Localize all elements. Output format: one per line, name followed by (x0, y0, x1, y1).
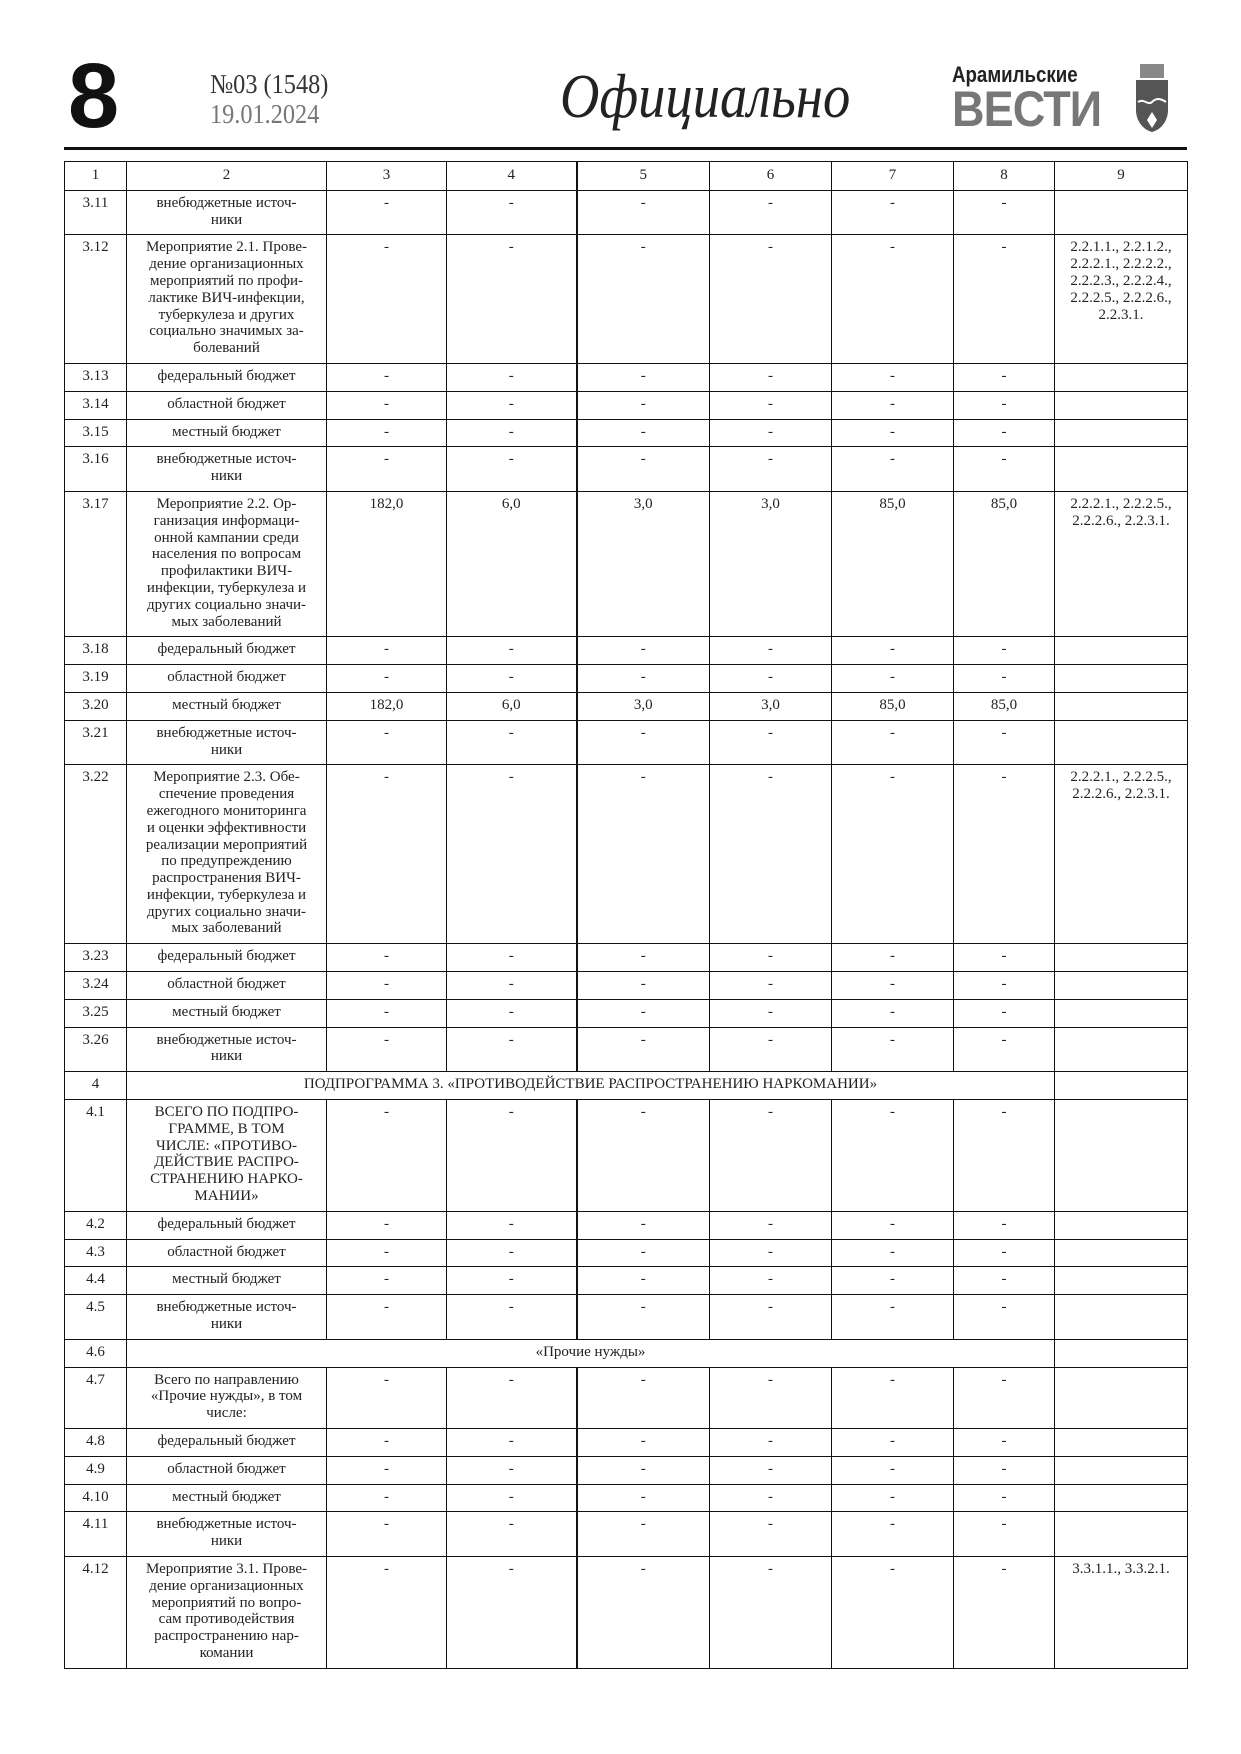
value-cell: - (832, 391, 954, 419)
page-number: 8 (68, 45, 120, 147)
column-number: 2 (127, 162, 327, 191)
table-row (65, 944, 1188, 972)
target-indicators: 2.2.1.1., 2.2.1.2., 2.2.2.1., 2.2.2.2., 2.2.2.3., 2.2.2.4., 2.2.2.5., 2.2.2.6., 2.2.3.1. (1055, 235, 1188, 364)
value-cell: - (447, 363, 577, 391)
table-row (65, 447, 1188, 492)
value-cell: - (447, 972, 577, 1000)
column-number: 9 (1055, 162, 1188, 191)
row-number: 3.14 (65, 391, 127, 419)
value-cell: - (327, 190, 447, 235)
section-title: «Прочие нужды» (127, 1339, 1055, 1367)
row-number: 3.15 (65, 419, 127, 447)
value-cell: - (447, 720, 577, 765)
value-cell: - (577, 447, 710, 492)
value-cell: - (832, 1239, 954, 1267)
value-cell: - (954, 720, 1055, 765)
value-cell: - (327, 1027, 447, 1072)
section-row (65, 1072, 1188, 1100)
target-indicators (1055, 1295, 1188, 1340)
table-row (65, 720, 1188, 765)
value-cell: - (710, 765, 832, 944)
value-cell: - (832, 1027, 954, 1072)
row-description: федеральный бюджет (127, 1211, 327, 1239)
target-indicators: 3.3.1.1., 3.3.2.1. (1055, 1557, 1188, 1669)
section-title: Официально (560, 63, 851, 131)
target-indicators (1055, 1484, 1188, 1512)
value-cell: - (710, 1267, 832, 1295)
value-cell: - (577, 765, 710, 944)
value-cell: - (832, 1484, 954, 1512)
value-cell: - (577, 363, 710, 391)
column-number: 3 (327, 162, 447, 191)
value-cell: - (954, 1100, 1055, 1212)
value-cell: 3,0 (710, 692, 832, 720)
value-cell: - (447, 391, 577, 419)
row-description: внебюджетные источ- ники (127, 190, 327, 235)
target-indicators (1055, 391, 1188, 419)
row-number: 4.6 (65, 1339, 127, 1367)
value-cell: - (710, 1429, 832, 1457)
value-cell: - (447, 1367, 577, 1428)
target-indicators (1055, 972, 1188, 1000)
row-number: 3.17 (65, 491, 127, 636)
row-description: областной бюджет (127, 665, 327, 693)
column-number: 8 (954, 162, 1055, 191)
value-cell: - (710, 391, 832, 419)
table-row (65, 1239, 1188, 1267)
coat-of-arms-icon (1132, 62, 1172, 134)
value-cell: - (327, 944, 447, 972)
value-cell: - (954, 1267, 1055, 1295)
value-cell: - (954, 1484, 1055, 1512)
row-number: 3.20 (65, 692, 127, 720)
value-cell: - (447, 1267, 577, 1295)
value-cell: - (954, 1512, 1055, 1557)
value-cell: - (832, 1100, 954, 1212)
value-cell: - (710, 235, 832, 364)
value-cell: - (447, 190, 577, 235)
target-indicators (1055, 1456, 1188, 1484)
table-row (65, 1557, 1188, 1669)
value-cell: - (447, 1239, 577, 1267)
value-cell: - (577, 1456, 710, 1484)
row-number: 3.22 (65, 765, 127, 944)
row-description: Мероприятие 2.1. Прове- дение организационных мероприятий по профи- лактике ВИЧ-инфекции, туберкулеза и других социально значимых за- болеваний (127, 235, 327, 364)
value-cell: - (954, 1429, 1055, 1457)
value-cell: - (327, 1484, 447, 1512)
value-cell: 6,0 (447, 491, 577, 636)
row-number: 4.8 (65, 1429, 127, 1457)
row-number: 3.25 (65, 999, 127, 1027)
issue-number: №03 (1548) (210, 69, 329, 99)
value-cell: - (447, 1211, 577, 1239)
value-cell: - (327, 1267, 447, 1295)
table-row (65, 1295, 1188, 1340)
value-cell: - (327, 1211, 447, 1239)
target-indicators (1055, 1429, 1188, 1457)
value-cell: - (327, 235, 447, 364)
value-cell: - (954, 665, 1055, 693)
row-description: внебюджетные источ- ники (127, 1295, 327, 1340)
value-cell: 182,0 (327, 692, 447, 720)
value-cell: - (577, 1512, 710, 1557)
target-indicators (1055, 692, 1188, 720)
table-row (65, 665, 1188, 693)
table-row (65, 363, 1188, 391)
row-number: 3.12 (65, 235, 127, 364)
value-cell: - (832, 720, 954, 765)
section-title: ПОДПРОГРАММА 3. «ПРОТИВОДЕЙСТВИЕ РАСПРОСТРАНЕНИЮ НАРКОМАНИИ» (127, 1072, 1055, 1100)
target-indicators (1055, 1267, 1188, 1295)
value-cell: - (832, 1267, 954, 1295)
value-cell: - (577, 972, 710, 1000)
row-number: 4.7 (65, 1367, 127, 1428)
value-cell: - (832, 447, 954, 492)
value-cell: - (327, 1557, 447, 1669)
target-indicators (1055, 190, 1188, 235)
value-cell: - (710, 1557, 832, 1669)
value-cell: - (710, 1295, 832, 1340)
value-cell: - (577, 1027, 710, 1072)
value-cell: - (577, 1211, 710, 1239)
target-indicators (1055, 665, 1188, 693)
table-row (65, 1027, 1188, 1072)
value-cell: 3,0 (577, 692, 710, 720)
value-cell: - (577, 1429, 710, 1457)
row-description: областной бюджет (127, 972, 327, 1000)
row-description: Мероприятие 2.3. Обе- спечение проведения ежегодного мониторинга и оценки эффективности реализации мероприятий по предупреждению распространения ВИЧ- инфекции, туберкулеза и других социально значи- мых заболеваний (127, 765, 327, 944)
table-row (65, 1484, 1188, 1512)
value-cell: - (832, 1367, 954, 1428)
column-number: 1 (65, 162, 127, 191)
value-cell: - (710, 190, 832, 235)
target-indicators: 2.2.2.1., 2.2.2.5., 2.2.2.6., 2.2.3.1. (1055, 491, 1188, 636)
value-cell: - (954, 447, 1055, 492)
value-cell: - (954, 363, 1055, 391)
row-number: 3.23 (65, 944, 127, 972)
value-cell: - (447, 665, 577, 693)
target-indicators (1055, 999, 1188, 1027)
value-cell: - (954, 1295, 1055, 1340)
value-cell: - (954, 1367, 1055, 1428)
value-cell: - (577, 720, 710, 765)
row-description: внебюджетные источ- ники (127, 1512, 327, 1557)
value-cell: - (710, 1367, 832, 1428)
table-row (65, 1429, 1188, 1457)
value-cell: - (327, 999, 447, 1027)
value-cell: - (710, 1100, 832, 1212)
value-cell: - (832, 999, 954, 1027)
value-cell: - (832, 1295, 954, 1340)
target-indicators (1055, 419, 1188, 447)
table-row (65, 637, 1188, 665)
value-cell: - (710, 972, 832, 1000)
column-number: 5 (577, 162, 710, 191)
value-cell: - (832, 972, 954, 1000)
row-description: областной бюджет (127, 1239, 327, 1267)
row-number: 3.21 (65, 720, 127, 765)
value-cell: - (710, 1027, 832, 1072)
value-cell: - (832, 363, 954, 391)
value-cell: - (447, 999, 577, 1027)
value-cell: - (577, 190, 710, 235)
value-cell: 6,0 (447, 692, 577, 720)
value-cell: 3,0 (710, 491, 832, 636)
row-description: федеральный бюджет (127, 1429, 327, 1457)
value-cell: - (327, 1429, 447, 1457)
value-cell: - (710, 1239, 832, 1267)
row-description: местный бюджет (127, 999, 327, 1027)
target-indicators (1055, 1027, 1188, 1072)
value-cell: - (327, 1295, 447, 1340)
value-cell: - (327, 363, 447, 391)
row-number: 3.13 (65, 363, 127, 391)
value-cell: - (710, 944, 832, 972)
value-cell: - (832, 1557, 954, 1669)
table-row (65, 1456, 1188, 1484)
row-description: внебюджетные источ- ники (127, 447, 327, 492)
target-indicators (1055, 944, 1188, 972)
value-cell: - (710, 720, 832, 765)
value-cell: - (710, 637, 832, 665)
value-cell: - (327, 720, 447, 765)
target-indicators (1055, 1512, 1188, 1557)
value-cell: - (710, 363, 832, 391)
row-number: 4.2 (65, 1211, 127, 1239)
row-number: 3.11 (65, 190, 127, 235)
target-indicators (1055, 447, 1188, 492)
value-cell: - (577, 1557, 710, 1669)
row-description: федеральный бюджет (127, 637, 327, 665)
value-cell: - (710, 447, 832, 492)
value-cell: - (954, 637, 1055, 665)
empty-cell (1055, 1339, 1188, 1367)
value-cell: - (954, 235, 1055, 364)
logo-top-text: Арамильские (952, 62, 1078, 87)
value-cell: - (710, 665, 832, 693)
row-number: 4.10 (65, 1484, 127, 1512)
value-cell: - (832, 1512, 954, 1557)
value-cell: - (447, 1429, 577, 1457)
value-cell: - (954, 1456, 1055, 1484)
value-cell: - (447, 637, 577, 665)
value-cell: - (832, 765, 954, 944)
row-description: местный бюджет (127, 692, 327, 720)
value-cell: - (447, 419, 577, 447)
budget-table (64, 161, 1188, 1669)
value-cell: 85,0 (954, 491, 1055, 636)
value-cell: - (447, 1512, 577, 1557)
table-row (65, 1267, 1188, 1295)
target-indicators (1055, 720, 1188, 765)
target-indicators (1055, 637, 1188, 665)
value-cell: - (327, 1512, 447, 1557)
target-indicators (1055, 1367, 1188, 1428)
value-cell: - (327, 1367, 447, 1428)
target-indicators (1055, 363, 1188, 391)
value-cell: - (577, 1267, 710, 1295)
value-cell: - (447, 1557, 577, 1669)
row-number: 4.5 (65, 1295, 127, 1340)
value-cell: - (577, 1367, 710, 1428)
value-cell: - (447, 235, 577, 364)
issue-date: 19.01.2024 (210, 99, 320, 129)
value-cell: - (710, 999, 832, 1027)
header-rule (64, 147, 1187, 150)
row-description: местный бюджет (127, 1484, 327, 1512)
table-row (65, 972, 1188, 1000)
newspaper-logo (952, 62, 1172, 137)
column-number-row (65, 162, 1188, 191)
value-cell: - (327, 1239, 447, 1267)
table-row (65, 235, 1188, 364)
value-cell: - (327, 1100, 447, 1212)
value-cell: - (447, 1456, 577, 1484)
value-cell: - (954, 944, 1055, 972)
row-description: внебюджетные источ- ники (127, 1027, 327, 1072)
logo-main-text: ВЕСТИ (952, 81, 1102, 137)
value-cell: - (577, 1295, 710, 1340)
value-cell: - (447, 1484, 577, 1512)
row-description: внебюджетные источ- ники (127, 720, 327, 765)
value-cell: - (954, 391, 1055, 419)
value-cell: - (447, 1100, 577, 1212)
row-description: местный бюджет (127, 419, 327, 447)
table-row (65, 1211, 1188, 1239)
value-cell: - (447, 447, 577, 492)
row-number: 3.26 (65, 1027, 127, 1072)
value-cell: - (710, 1484, 832, 1512)
value-cell: - (832, 419, 954, 447)
value-cell: - (954, 419, 1055, 447)
value-cell: - (577, 419, 710, 447)
value-cell: - (710, 1456, 832, 1484)
table-row (65, 999, 1188, 1027)
target-indicators (1055, 1100, 1188, 1212)
column-number: 4 (447, 162, 577, 191)
table-row (65, 419, 1188, 447)
value-cell: - (577, 637, 710, 665)
value-cell: - (832, 637, 954, 665)
table-row (65, 1512, 1188, 1557)
value-cell: 182,0 (327, 491, 447, 636)
table-row (65, 765, 1188, 944)
row-number: 4.3 (65, 1239, 127, 1267)
value-cell: 85,0 (954, 692, 1055, 720)
value-cell: - (954, 190, 1055, 235)
column-number: 6 (710, 162, 832, 191)
value-cell: - (327, 419, 447, 447)
value-cell: - (832, 1456, 954, 1484)
table-row (65, 692, 1188, 720)
section-row (65, 1339, 1188, 1367)
row-number: 4.9 (65, 1456, 127, 1484)
value-cell: - (327, 665, 447, 693)
row-description: федеральный бюджет (127, 363, 327, 391)
row-description: федеральный бюджет (127, 944, 327, 972)
value-cell: - (577, 999, 710, 1027)
table-row (65, 391, 1188, 419)
row-number: 3.24 (65, 972, 127, 1000)
row-number: 4.1 (65, 1100, 127, 1212)
row-number: 4.12 (65, 1557, 127, 1669)
value-cell: - (327, 447, 447, 492)
value-cell: - (954, 1557, 1055, 1669)
row-description: ВСЕГО ПО ПОДПРО- ГРАММЕ, В ТОМ ЧИСЛЕ: «ПРОТИВО- ДЕЙСТВИЕ РАСПРО- СТРАНЕНИЮ НАРКО- МАНИИ» (127, 1100, 327, 1212)
value-cell: - (832, 665, 954, 693)
value-cell: - (710, 1512, 832, 1557)
value-cell: - (447, 765, 577, 944)
value-cell: - (327, 972, 447, 1000)
table-row (65, 1100, 1188, 1212)
target-indicators (1055, 1239, 1188, 1267)
value-cell: - (832, 944, 954, 972)
row-description: Мероприятие 3.1. Прове- дение организационных мероприятий по вопро- сам противодействия распространению нар- комании (127, 1557, 327, 1669)
value-cell: - (327, 637, 447, 665)
row-number: 3.18 (65, 637, 127, 665)
value-cell: - (327, 1456, 447, 1484)
row-description: Всего по направлению «Прочие нужды», в том числе: (127, 1367, 327, 1428)
value-cell: - (832, 235, 954, 364)
row-description: местный бюджет (127, 1267, 327, 1295)
value-cell: - (954, 972, 1055, 1000)
table-row (65, 1367, 1188, 1428)
row-number: 4.4 (65, 1267, 127, 1295)
value-cell: - (577, 1100, 710, 1212)
value-cell: - (710, 1211, 832, 1239)
value-cell: - (710, 419, 832, 447)
value-cell: - (447, 1027, 577, 1072)
row-number: 4.11 (65, 1512, 127, 1557)
row-number: 3.19 (65, 665, 127, 693)
row-description: Мероприятие 2.2. Ор- ганизация информаци- онной кампании среди населения по вопросам профилактики ВИЧ- инфекции, туберкулеза и других социально значи- мых заболеваний (127, 491, 327, 636)
value-cell: - (954, 765, 1055, 944)
value-cell: 3,0 (577, 491, 710, 636)
target-indicators (1055, 1211, 1188, 1239)
value-cell: - (954, 1211, 1055, 1239)
value-cell: - (832, 1429, 954, 1457)
value-cell: - (577, 391, 710, 419)
value-cell: - (577, 235, 710, 364)
value-cell: - (577, 944, 710, 972)
value-cell: - (447, 1295, 577, 1340)
value-cell: 85,0 (832, 692, 954, 720)
row-number: 4 (65, 1072, 127, 1100)
value-cell: - (447, 944, 577, 972)
value-cell: - (832, 1211, 954, 1239)
value-cell: - (954, 1027, 1055, 1072)
value-cell: 85,0 (832, 491, 954, 636)
table-row (65, 190, 1188, 235)
row-description: областной бюджет (127, 391, 327, 419)
empty-cell (1055, 1072, 1188, 1100)
value-cell: - (577, 665, 710, 693)
column-number: 7 (832, 162, 954, 191)
value-cell: - (954, 1239, 1055, 1267)
value-cell: - (954, 999, 1055, 1027)
value-cell: - (577, 1484, 710, 1512)
target-indicators: 2.2.2.1., 2.2.2.5., 2.2.2.6., 2.2.3.1. (1055, 765, 1188, 944)
table-row (65, 491, 1188, 636)
row-description: областной бюджет (127, 1456, 327, 1484)
value-cell: - (327, 391, 447, 419)
value-cell: - (577, 1239, 710, 1267)
value-cell: - (832, 190, 954, 235)
value-cell: - (327, 765, 447, 944)
row-number: 3.16 (65, 447, 127, 492)
